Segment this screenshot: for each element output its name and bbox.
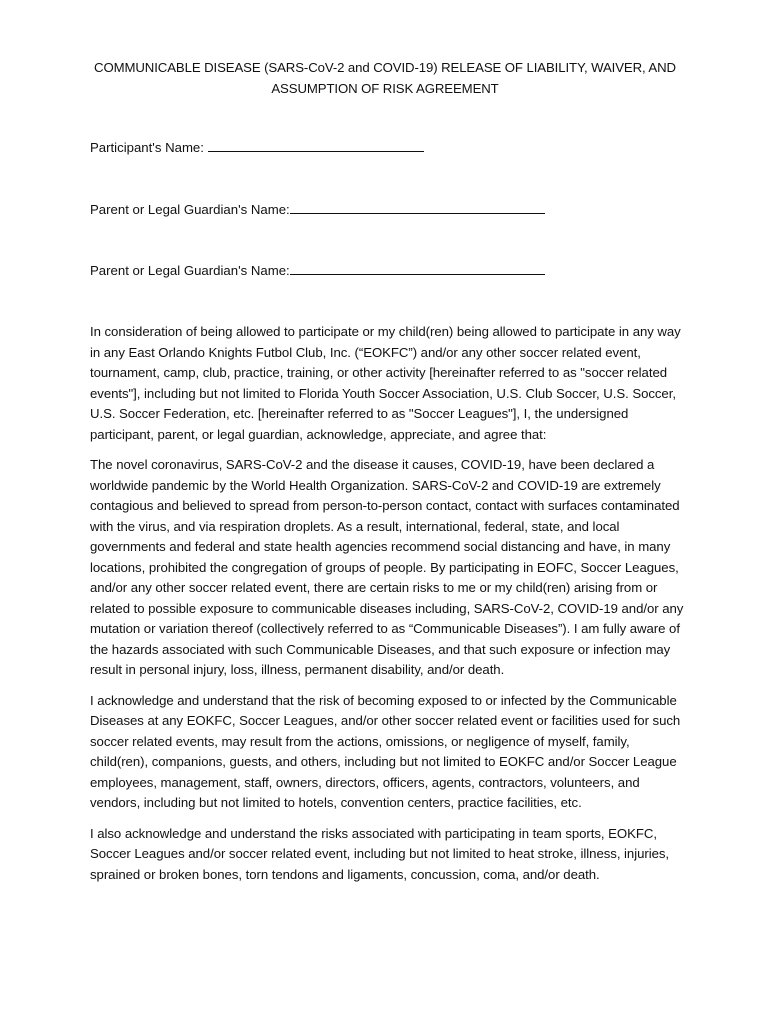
agreement-paragraph: I acknowledge and understand that the risk of becoming exposed to or infected by the Communicable Diseases at any EOKFC, Soccer Leagues, and/or other soccer related event or facilities used for such soccer related events, may result from the actions, omissions, or negligence of myself, family, child(ren), companions, guests, and others, including but not limited to EOKFC and/or Soccer League employees, management, staff, owners, directors, officers, agents, contractors, volunteers, and vendors, including but not limited to hotels, convention centers, practice facilities, etc. — [90, 692, 681, 810]
participant-name-field — [90, 138, 424, 158]
agreement-paragraph: In consideration of being allowed to participate or my child(ren) being allowed to participate in any way in any East Orlando Knights Futbol Club, Inc. (“EOKFC”) and/or any other soccer related event, tournament, camp, club, practice, training, or other activity [hereinafter referred to as "soccer related events"], including but not limited to Florida Youth Soccer Association, U.S. Club Soccer, U.S. Soccer, U.S. Soccer Federation, etc. [hereinafter referred to as "Soccer Leagues"], I, the undersigned participant, parent, or legal guardian, acknowledge, appreciate, and agree that: — [90, 324, 681, 442]
guardian-name-field-2 — [90, 261, 545, 281]
document-title: COMMUNICABLE DISEASE (SARS-CoV-2 and COVID-19) RELEASE OF LIABILITY, WAIVER, AND ASSUMPTION OF RISK AGREEMENT — [94, 60, 676, 96]
agreement-paragraph: The novel coronavirus, SARS-CoV-2 and the disease it causes, COVID-19, have been declared a worldwide pandemic by the World Health Organization. SARS-CoV-2 and COVID-19 are extremely contagious and believed to spread from person-to-person contact, contact with surfaces contaminated with the virus, and via respiration droplets. As a result, international, federal, state, and local governments and federal and state health agencies recommend social distancing and have, in many locations, prohibited the congregation of groups of people. By participating in EOFC, Soccer Leagues, and/or any other soccer related event, there are certain risks to me or my child(ren) arising from or related to possible exposure to communicable diseases including, SARS-CoV-2, COVID-19 and/or any mutation or variation thereof (collectively referred to as “Communicable Diseases”). I am fully aware of the hazards associated with such Communicable Diseases, and that such exposure or infection may result in personal injury, loss, illness, permanent disability, and/or death. — [90, 457, 684, 677]
agreement-paragraph: I also acknowledge and understand the risks associated with participating in team sports, EOKFC, Soccer Leagues and/or soccer related event, including but not limited to heat stroke, illness, injuries, sprained or broken bones, torn tendons and ligaments, concussion, coma, and/or death. — [90, 825, 670, 882]
participant-name-blank[interactable] — [208, 138, 424, 152]
guardian-name-blank-2[interactable] — [290, 261, 545, 275]
guardian-name-label-2: Parent or Legal Guardian's Name: — [90, 263, 290, 278]
guardian-name-field-1 — [90, 200, 545, 220]
participant-name-label: Participant's Name: — [90, 140, 204, 155]
guardian-name-blank-1[interactable] — [290, 200, 545, 214]
guardian-name-label-1: Parent or Legal Guardian's Name: — [90, 202, 290, 217]
agreement-body — [90, 322, 690, 895]
